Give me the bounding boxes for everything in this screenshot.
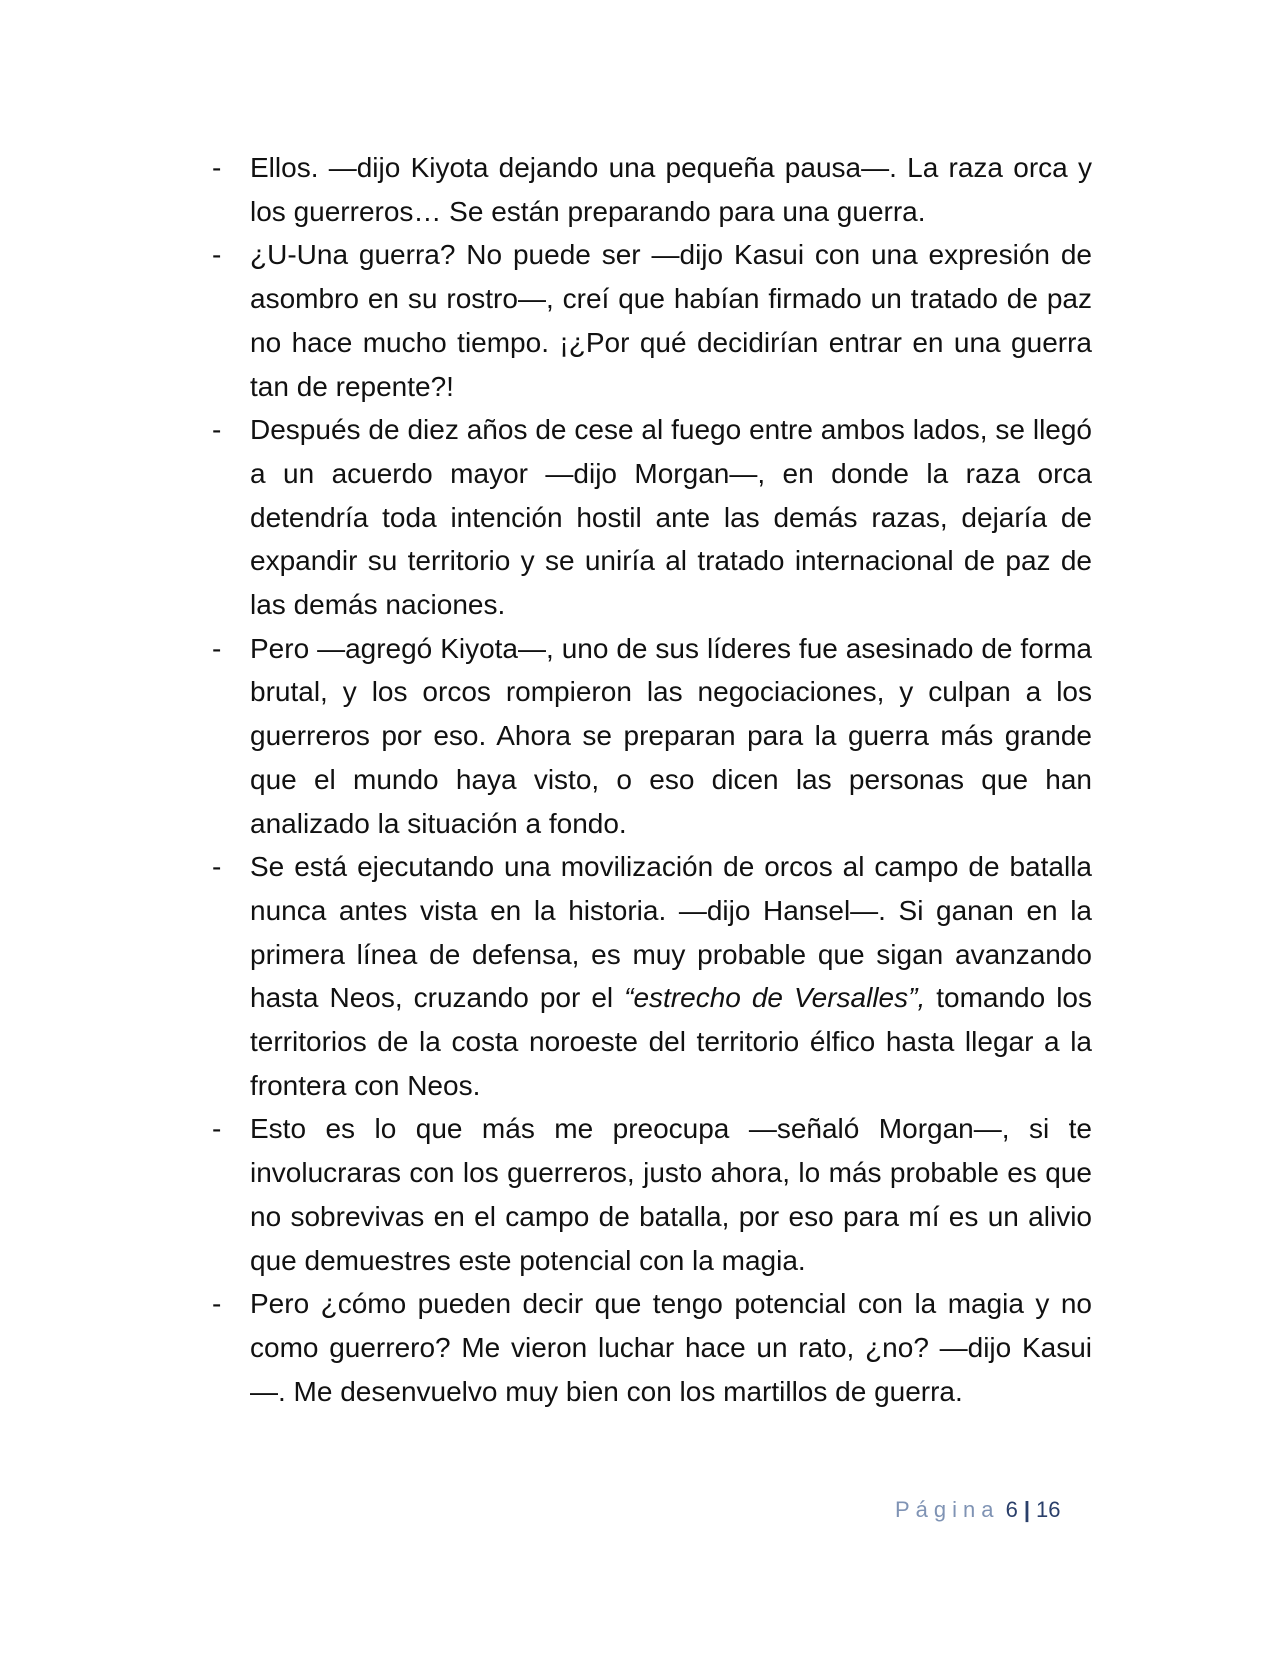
dialogue-list (212, 146, 1092, 1413)
dialogue-text: Ellos. —dijo Kiyota dejando una pequeña pausa—. La raza orca y los guerreros… Se están preparando para una guerra. (250, 152, 1092, 227)
dialogue-text: Pero —agregó Kiyota—, uno de sus líderes fue asesinado de forma brutal, y los orcos rompieron las negociaciones, y culpan a los guerreros por eso. Ahora se preparan para la guerra más grande que el mundo haya visto, o eso dicen las personas que han analizado la situación a fondo. (250, 632, 1092, 839)
dialogue-paragraph (212, 233, 1092, 408)
dialogue-dash: - (212, 851, 222, 883)
dialogue-text (250, 851, 1092, 1101)
dialogue-paragraph (212, 845, 1092, 1107)
dialogue-dash: - (212, 414, 222, 446)
dialogue-text: ¿U-Una guerra? No puede ser —dijo Kasui con una expresión de asombro en su rostro—, creí que habían firmado un tratado de paz no hace mucho tiempo. ¡¿Por qué decidirían entrar en una guerra tan de repente?! (250, 239, 1092, 402)
dialogue-dash: - (212, 1288, 222, 1320)
page-number: 6 (1005, 1497, 1018, 1522)
dialogue-dash: - (212, 632, 222, 664)
dialogue-paragraph (212, 1107, 1092, 1282)
dialogue-text-before: Se está ejecutando una movilización de orcos al campo de batalla nunca antes vista en la historia. —dijo Hansel—. Si ganan en la primera línea de defensa, es muy probable que sigan avanzando hasta Neos, cruzando por el (250, 851, 1092, 1014)
dialogue-text: Pero ¿cómo pueden decir que tengo potencial con la magia y no como guerrero? Me vieron luchar hace un rato, ¿no? —dijo Kasui—. Me desenvuelvo muy bien con los martillos de guerra. (250, 1288, 1092, 1407)
page-separator: | (1023, 1497, 1031, 1522)
dialogue-paragraph (212, 146, 1092, 233)
page-footer (895, 1496, 1061, 1524)
dialogue-paragraph (212, 408, 1092, 627)
dialogue-paragraph (212, 1282, 1092, 1413)
dialogue-dash: - (212, 1113, 222, 1145)
dialogue-dash: - (212, 152, 222, 183)
dialogue-dash: - (212, 239, 222, 271)
dialogue-text: Después de diez años de cese al fuego entre ambos lados, se llegó a un acuerdo mayor —dijo Morgan—, en donde la raza orca detendría toda intención hostil ante las demás razas, dejaría de expandir su territorio y se uniría al tratado internacional de paz de las demás naciones. (250, 414, 1092, 621)
total-pages: 16 (1036, 1497, 1061, 1522)
dialogue-text: Esto es lo que más me preocupa —señaló Morgan—, si te involucraras con los guerreros, justo ahora, lo más probable es que no sobrevivas en el campo de batalla, por eso para mí es un alivio que demuestres este potencial con la magia. (250, 1113, 1092, 1276)
place-name-italic: “estrecho de Versalles”, (624, 982, 926, 1014)
dialogue-text-after: tomando los territorios de la costa noroeste del territorio élfico hasta llegar a la frontera con Neos. (250, 982, 1093, 1101)
page-label: Página (895, 1497, 1000, 1522)
dialogue-paragraph (212, 627, 1092, 846)
